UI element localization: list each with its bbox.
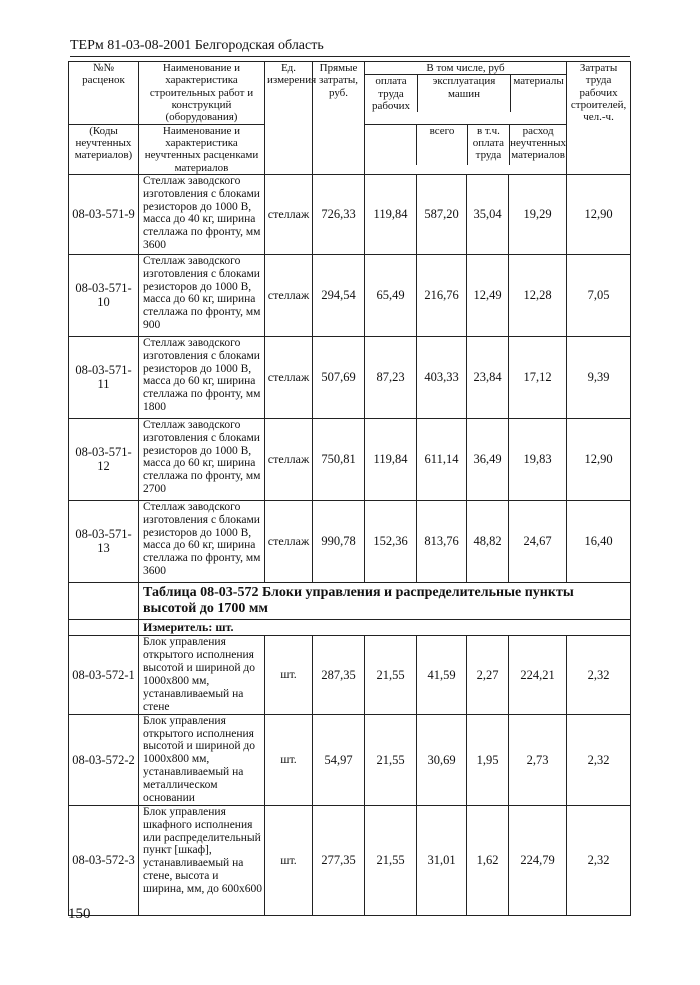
- labor-hours: 16,40: [567, 500, 631, 582]
- rate-name: Стеллаж заводского изготовления с блоками резисторов до 1000 В, масса до 60 кг, ширина стеллажа по фронту, мм 3600: [139, 500, 265, 582]
- table-row: [69, 714, 631, 805]
- table-row: [69, 254, 631, 336]
- machines-total: 813,76: [417, 500, 467, 582]
- rate-unit: стеллаж: [265, 174, 313, 254]
- labor-pay: 87,23: [365, 336, 417, 418]
- rate-unit: стеллаж: [265, 254, 313, 336]
- labor-hours: 2,32: [567, 636, 631, 714]
- direct-cost: 54,97: [313, 714, 365, 805]
- table-row: [69, 636, 631, 714]
- col-unit-header: Ед. измерения: [265, 62, 313, 175]
- rate-name: Блок управления шкафного исполнения или распределительный пункт [шкаф], устанавливаемый на стене, высота и ширина, мм, до 600х600: [139, 805, 265, 915]
- table-row: [69, 500, 631, 582]
- col-incl-group: [365, 62, 567, 125]
- machines-total: 31,01: [417, 805, 467, 915]
- rate-code: 08-03-571-9: [69, 174, 139, 254]
- materials: 17,12: [509, 336, 567, 418]
- labor-pay: 21,55: [365, 636, 417, 714]
- machines-labor: 2,27: [467, 636, 509, 714]
- direct-cost: 507,69: [313, 336, 365, 418]
- col-labor-header: оплата труда рабочих: [365, 75, 418, 112]
- col-total-header: всего: [417, 125, 467, 165]
- table-row: [69, 174, 631, 254]
- machines-total: 30,69: [417, 714, 467, 805]
- machines-total: 587,20: [417, 174, 467, 254]
- materials: 2,73: [509, 714, 567, 805]
- rate-code: 08-03-571-11: [69, 336, 139, 418]
- labor-pay: 152,36: [365, 500, 417, 582]
- col-name-sub-header: Наименование и характеристика неучтенных расценками материалов: [139, 124, 265, 174]
- labor-hours: 9,39: [567, 336, 631, 418]
- rate-unit: стеллаж: [265, 418, 313, 500]
- direct-cost: 294,54: [313, 254, 365, 336]
- rate-name: Блок управления открытого исполнения высотой и шириной до 1000х800 мм, устанавливаемый на металлическом основании: [139, 714, 265, 805]
- labor-pay: 21,55: [365, 714, 417, 805]
- col-materials-header: материалы: [513, 75, 564, 88]
- col-unacc-header: расход неучтенных материалов: [510, 124, 567, 162]
- rate-unit: шт.: [265, 636, 313, 714]
- materials: 12,28: [509, 254, 567, 336]
- machines-total: 611,14: [417, 418, 467, 500]
- machines-total: 403,33: [417, 336, 467, 418]
- rate-code: 08-03-571-12: [69, 418, 139, 500]
- rate-code: 08-03-572-1: [69, 636, 139, 714]
- table-row: [69, 805, 631, 915]
- col-code-sub-header: (Коды неучтенных материалов): [69, 124, 139, 174]
- rate-name: Стеллаж заводского изготовления с блоками резисторов до 1000 В, масса до 40 кг, ширина стеллажа по фронту, мм 3600: [139, 174, 265, 254]
- page-number: 150: [68, 906, 91, 922]
- col-incl-subgroup: [365, 124, 567, 174]
- labor-hours: 2,32: [567, 805, 631, 915]
- rate-unit: стеллаж: [265, 336, 313, 418]
- page-header: ТЕРм 81-03-08-2001 Белгородская область: [70, 38, 630, 57]
- labor-hours: 7,05: [567, 254, 631, 336]
- machines-labor: 23,84: [467, 336, 509, 418]
- col-incl-header: В том числе, руб: [365, 62, 566, 75]
- rate-code: 08-03-572-2: [69, 714, 139, 805]
- direct-cost: 990,78: [313, 500, 365, 582]
- direct-cost: 287,35: [313, 636, 365, 714]
- col-hours-header: Затраты труда рабочих строителей, чел.-ч.: [567, 62, 631, 175]
- rate-unit: стеллаж: [265, 500, 313, 582]
- labor-pay: 21,55: [365, 805, 417, 915]
- rate-name: Блок управления открытого исполнения высотой и шириной до 1000х800 мм, устанавливаемый на стене: [139, 636, 265, 714]
- labor-hours: 2,32: [567, 714, 631, 805]
- labor-pay: 119,84: [365, 418, 417, 500]
- rate-code: 08-03-572-3: [69, 805, 139, 915]
- rate-unit: шт.: [265, 714, 313, 805]
- machines-labor: 35,04: [467, 174, 509, 254]
- machines-labor: 36,49: [467, 418, 509, 500]
- rate-name: Стеллаж заводского изготовления с блоками резисторов до 1000 В, масса до 60 кг, ширина стеллажа по фронту, мм 2700: [139, 418, 265, 500]
- rate-unit: шт.: [265, 805, 313, 915]
- labor-hours: 12,90: [567, 174, 631, 254]
- materials: 19,83: [509, 418, 567, 500]
- machines-labor: 48,82: [467, 500, 509, 582]
- materials: 24,67: [509, 500, 567, 582]
- direct-cost: 726,33: [313, 174, 365, 254]
- col-machines-header: эксплуатация машин: [418, 75, 511, 112]
- table-row: [69, 418, 631, 500]
- materials: 19,29: [509, 174, 567, 254]
- labor-pay: 119,84: [365, 174, 417, 254]
- rate-name: Стеллаж заводского изготовления с блоками резисторов до 1000 В, масса до 60 кг, ширина стеллажа по фронту, мм 900: [139, 254, 265, 336]
- machines-total: 216,76: [417, 254, 467, 336]
- col-direct-header: Прямые затраты, руб.: [313, 62, 365, 175]
- col-incl-labor-header: в т.ч. оплата труда: [468, 125, 510, 165]
- labor-hours: 12,90: [567, 418, 631, 500]
- rate-code: 08-03-571-13: [69, 500, 139, 582]
- materials: 224,21: [509, 636, 567, 714]
- table-title: Таблица 08-03-572 Блоки управления и распределительные пункты высотой до 1700 мм: [139, 582, 631, 619]
- direct-cost: 750,81: [313, 418, 365, 500]
- labor-pay: 65,49: [365, 254, 417, 336]
- table-row: [69, 336, 631, 418]
- direct-cost: 277,35: [313, 805, 365, 915]
- machines-labor: 12,49: [467, 254, 509, 336]
- machines-labor: 1,95: [467, 714, 509, 805]
- measure-unit: Измеритель: шт.: [139, 620, 631, 636]
- machines-labor: 1,62: [467, 805, 509, 915]
- rate-name: Стеллаж заводского изготовления с блоками резисторов до 1000 В, масса до 60 кг, ширина стеллажа по фронту, мм 1800: [139, 336, 265, 418]
- col-name-header: Наименование и характеристика строительных работ и конструкций (оборудования): [139, 62, 265, 125]
- rates-table: [68, 61, 631, 916]
- machines-total: 41,59: [417, 636, 467, 714]
- materials: 224,79: [509, 805, 567, 915]
- col-code-header: №№ расценок: [69, 62, 139, 125]
- rate-code: 08-03-571-10: [69, 254, 139, 336]
